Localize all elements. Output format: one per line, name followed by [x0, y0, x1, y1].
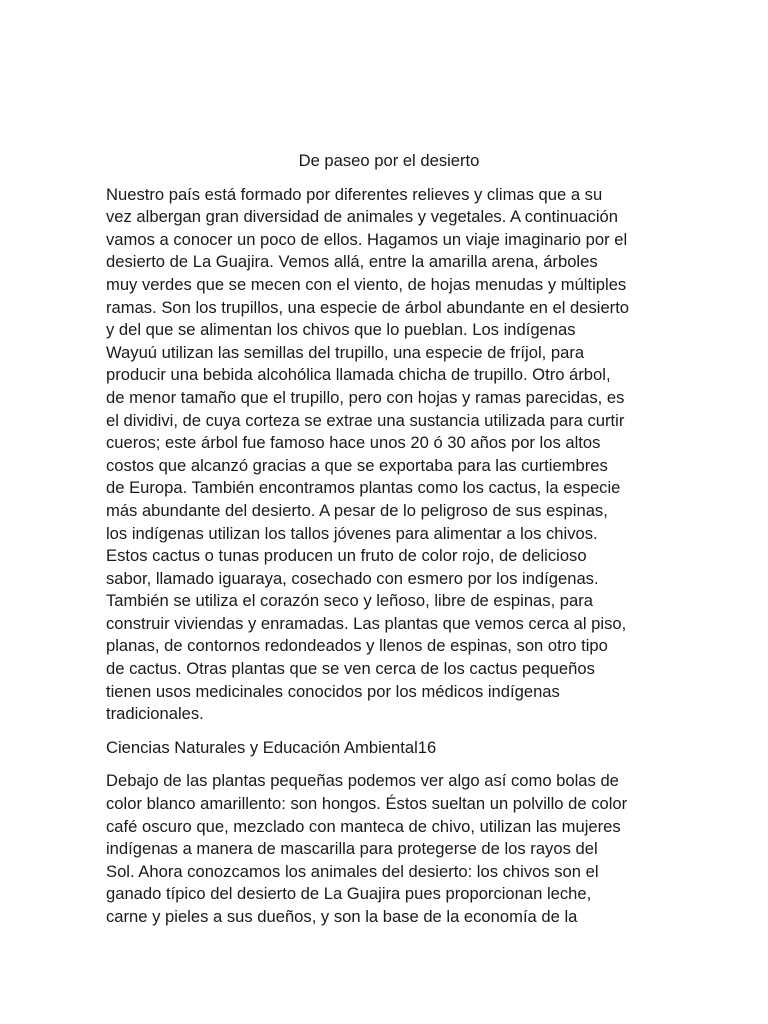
text-line: Estos cactus o tunas producen un fruto de color rojo, de delicioso — [106, 546, 587, 566]
text-line: Wayuú utilizan las semillas del trupillo, una especie de fríjol, para — [106, 342, 585, 362]
text-line: café oscuro que, mezclado con manteca de chivo, utilizan las mujeres — [106, 816, 621, 836]
text-line: desierto de La Guajira. Vemos allá, entre la amarilla arena, árboles — [106, 252, 598, 272]
text-line: Debajo de las plantas pequeñas podemos ver algo así como bolas de — [106, 771, 619, 791]
text-line: vamos a conocer un poco de ellos. Hagamos un viaje imaginario por el — [106, 229, 628, 249]
text-line: Ciencias Naturales y Educación Ambiental16 — [106, 737, 437, 757]
text-line: de cactus. Otras plantas que se ven cerca de los cactus pequeños — [106, 659, 595, 679]
text-line: los indígenas utilizan los tallos jóvenes para alimentar a los chivos. — [106, 523, 598, 543]
text-line: más abundante del desierto. A pesar de lo peligroso de sus espinas, — [106, 500, 608, 520]
document-body — [106, 150, 666, 940]
text-line: sabor, llamado iguaraya, cosechado con esmero por los indígenas. — [106, 568, 599, 588]
document-title: De paseo por el desierto — [298, 151, 480, 170]
text-line: muy verdes que se mecen con el viento, de hojas menudas y múltiples — [106, 274, 627, 294]
text-line: tradicionales. — [106, 704, 204, 724]
text-line: de menor tamaño que el trupillo, pero con hojas y ramas parecidas, es — [106, 387, 625, 407]
paragraph — [106, 737, 666, 760]
text-line: planas, de contornos redondeados y llenos de espinas, son otro tipo — [106, 636, 608, 656]
text-line: producir una bebida alcohólica llamada chicha de trupillo. Otro árbol, — [106, 365, 611, 385]
text-line: color blanco amarillento: son hongos. Éstos sueltan un polvillo de color — [106, 794, 628, 814]
text-line: ganado típico del desierto de La Guajira pues proporcionan leche, — [106, 884, 592, 904]
text-line: y del que se alimentan los chivos que lo pueblan. Los indígenas — [106, 320, 576, 340]
text-line: el dividivi, de cuya corteza se extrae una sustancia utilizada para curtir — [106, 410, 625, 430]
paragraph-list — [106, 184, 666, 929]
text-line: También se utiliza el corazón seco y leñoso, libre de espinas, para — [106, 591, 594, 611]
text-line: tienen usos medicinales conocidos por los médicos indígenas — [106, 681, 560, 701]
text-line: cueros; este árbol fue famoso hace unos 20 ó 30 años por los altos — [106, 433, 601, 453]
text-line: indígenas a manera de mascarilla para protegerse de los rayos del — [106, 839, 598, 859]
text-line: ramas. Son los trupillos, una especie de árbol abundante en el desierto — [106, 297, 630, 317]
paragraph — [106, 770, 666, 928]
text-line: Sol. Ahora conozcamos los animales del desierto: los chivos son el — [106, 861, 599, 881]
text-line: Nuestro país está formado por diferentes relieves y climas que a su — [106, 184, 603, 204]
text-line: vez albergan gran diversidad de animales y vegetales. A continuación — [106, 207, 618, 227]
text-line: construir viviendas y enramadas. Las plantas que vemos cerca al piso, — [106, 613, 627, 633]
text-line: carne y pieles a sus dueños, y son la base de la economía de la — [106, 907, 578, 926]
text-line: de Europa. También encontramos plantas como los cactus, la especie — [106, 478, 621, 498]
text-line: costos que alcanzó gracias a que se exportaba para las curtiembres — [106, 455, 608, 475]
paragraph — [106, 184, 666, 726]
